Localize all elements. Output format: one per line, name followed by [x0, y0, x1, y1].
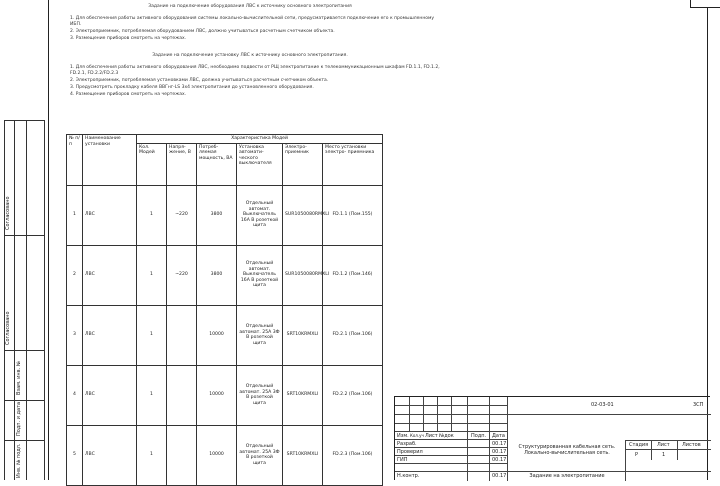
cell-num: 3 — [67, 305, 83, 365]
cell-receiver: SRT10KRMXLI — [283, 425, 323, 485]
col-name-header: Наименование установки — [83, 135, 137, 186]
stamp-vzam-inv: Взам. инв. № — [16, 361, 22, 395]
stamp-podp-data: Подп. и дата — [16, 401, 22, 436]
section1-item: 2. Электроприемник, потребляемая оборудованием ЛВС, должно учитываться расчетным счетчиком объекта. — [70, 29, 335, 34]
table-row — [67, 245, 383, 305]
cell-breaker: Отдельный автомат. Выключатель 16А В розеткой щита — [237, 185, 283, 245]
section1-item: 3. Размещение приборов смотреть на чертежах. — [70, 36, 187, 41]
hdr-data: Дата — [492, 433, 505, 439]
col-num-header: № п/п — [67, 135, 83, 186]
cell-power: 3800 — [197, 245, 237, 305]
hdr-koluch: Кол.уч — [410, 433, 424, 438]
hdr-izm: Изм. — [397, 433, 409, 439]
cell-num: 5 — [67, 425, 83, 485]
table-row — [67, 305, 383, 365]
col-receiver-header: Электро- приемник — [283, 143, 323, 185]
listov-label: Листов — [682, 442, 701, 448]
row-nkontr: Н.контр. — [397, 473, 420, 479]
cell-location: FD.1.1 (Пом.155) — [323, 185, 383, 245]
cell-name: ЛВС — [83, 425, 137, 485]
cell-name: ЛВС — [83, 245, 137, 305]
cell-receiver: SUR1050080RMXLI — [283, 245, 323, 305]
stamp-soglasovano-2: Согласовано — [5, 311, 11, 345]
cell-power: 10000 — [197, 365, 237, 425]
cell-location: FD.2.3 (Пом.106) — [323, 425, 383, 485]
cell-power: 10000 — [197, 425, 237, 485]
cell-location: FD.1.2 (Пом.146) — [323, 245, 383, 305]
hdr-list: Лист — [425, 433, 438, 439]
list-label: Лист — [657, 442, 670, 448]
col-qty-header: Кол. Модей — [137, 143, 167, 185]
row-proveril: Проверил — [397, 449, 423, 455]
cell-breaker: Отдельный автомат. Выключатель 16А В розеткой щита — [237, 245, 283, 305]
cell-breaker: Отдельный автомат. 25А 3Ф В розеткой щита — [237, 305, 283, 365]
sheet-top: 3СП — [693, 402, 704, 408]
table-row — [67, 185, 383, 245]
project-title: Структурированная кабельная сеть. Локально-вычислительная сеть. — [518, 444, 616, 456]
cell-power: 3800 — [197, 185, 237, 245]
doc-code: 02-03-01 — [591, 402, 614, 408]
stadia-value: Р — [635, 452, 639, 458]
cell-name: ЛВС — [83, 305, 137, 365]
col-breaker-header: Установка автомати- ческого выключателя — [237, 143, 283, 185]
section2-item: 4. Размещение приборов смотреть на чертежах. — [70, 92, 187, 97]
cell-receiver: SRT10KRMXLI — [283, 305, 323, 365]
row-gip: ГИП — [397, 457, 408, 463]
cell-name: ЛВС — [83, 365, 137, 425]
stamp-soglasovano-1: Согласовано — [5, 196, 11, 230]
cell-qty: 1 — [137, 185, 167, 245]
stadia-label: Стадия — [629, 442, 649, 448]
cell-voltage — [167, 305, 197, 365]
cell-voltage — [167, 365, 197, 425]
cell-location: FD.2.1 (Пом.106) — [323, 305, 383, 365]
cell-qty: 1 — [137, 425, 167, 485]
cell-num: 1 — [67, 185, 83, 245]
date-2: 00.17 — [492, 449, 507, 455]
section2-item: 3. Предусмотреть прокладку кабеля ВВГнг-LS 3х4 электропитания до установленного оборудования. — [70, 85, 314, 90]
section2-item: 1. Для обеспечения работы активного оборудования ЛВС, необходимо подвести от РЩ электропитание к телекоммуникационным шкафам FD.1.1, FD.1.2, FD.2.1, FD.2.2/FD.2.3 — [70, 65, 440, 76]
cell-name: ЛВС — [83, 185, 137, 245]
section2-title: Задание на подключение установку ЛВС к источнику основного электропитания. — [152, 53, 348, 58]
cell-receiver: SRT10KRMXLI — [283, 365, 323, 425]
section1-item: 1. Для обеспечения работы активного оборудования системы локально-вычислительной сети, предусматривается подключение его к промышленному ИБП. — [70, 16, 435, 27]
cell-voltage: ~220 — [167, 245, 197, 305]
table-row — [67, 365, 383, 425]
cell-receiver: SUR1050080RMXLI — [283, 185, 323, 245]
cell-voltage — [167, 425, 197, 485]
left-stamp — [4, 120, 44, 480]
section2-item: 2. Электроприемник, потребляемая установками ЛВС, должна учитываться расчетным счетчиком объекта. — [70, 78, 329, 83]
cell-location: FD.2.2 (Пом.106) — [323, 365, 383, 425]
stamp-inv-podl: Инв. № подл. — [16, 443, 22, 478]
table-row — [67, 425, 383, 485]
col-power-header: Потреб- ляемая мощность, ВА — [197, 143, 237, 185]
group-header: Характеристика Модей — [137, 135, 383, 144]
corner-box — [690, 0, 720, 8]
cell-breaker: Отдельный автомат. 25А 3Ф В розеткой щита — [237, 365, 283, 425]
doc-title: Задание на электропитание — [529, 473, 605, 479]
list-value: 1 — [662, 452, 666, 458]
cell-qty: 1 — [137, 305, 167, 365]
cell-voltage: ~220 — [167, 185, 197, 245]
section1-title: Задание на подключение оборудования ЛВС к источнику основного электропитания — [148, 4, 352, 9]
cell-breaker: Отдельный автомат. 25А 3Ф В розеткой щита — [237, 425, 283, 485]
notes-section — [60, 4, 440, 99]
col-voltage-header: Напря- жение, В — [167, 143, 197, 185]
cell-num: 2 — [67, 245, 83, 305]
date-1: 00.17 — [492, 441, 507, 447]
date-3: 00.17 — [492, 457, 507, 463]
title-block — [394, 396, 710, 480]
hdr-ndoc: №док — [439, 433, 454, 439]
cell-qty: 1 — [137, 245, 167, 305]
load-table — [66, 134, 383, 486]
hdr-podp: Подп. — [471, 433, 487, 439]
cell-qty: 1 — [137, 365, 167, 425]
date-4: 00.17 — [492, 473, 507, 479]
cell-power: 10000 — [197, 305, 237, 365]
cell-num: 4 — [67, 365, 83, 425]
row-razrab: Разраб. — [397, 441, 417, 447]
col-location-header: Место установки электро- приемника — [323, 143, 383, 185]
